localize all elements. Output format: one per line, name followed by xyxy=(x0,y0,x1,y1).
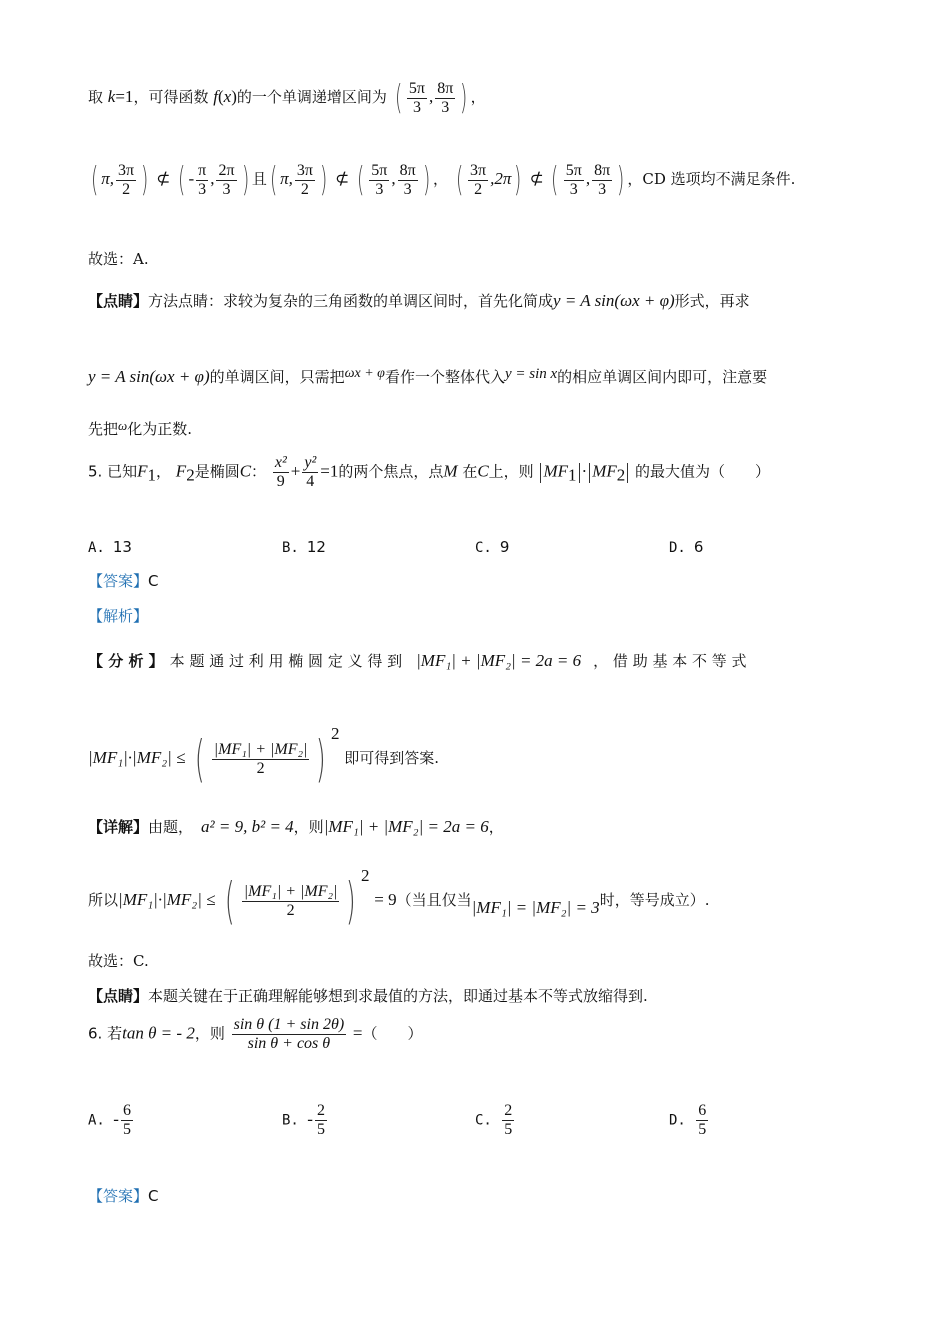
text: 取 xyxy=(88,88,104,106)
text: 先把 xyxy=(88,420,119,438)
answer-5 xyxy=(88,570,159,591)
text: 已知 xyxy=(107,462,138,481)
math-formula: y = A sin(ωx + φ) xyxy=(88,367,210,386)
line-subsets: ( π, $\frac{3\pi}{2}$ ) ⊄ ( - $\frac{\pi}{3}$ , $\frac{2\pi}{3}$ ) 且( π, $\frac{3\pi}{2}$ ) ⊄ ( $\frac{5\pi}{3}$ , $\frac{8\pi}{3}$ ) ， ( $\frac{3\pi}{2}$ ,2π) ⊄ ( $\frac{5\pi}{3}$ , $\frac{8\pi}{3}$ ) ，CD 选项均不满足条件. xyxy=(90,160,796,200)
question-6: 6. 若tan θ = - 2，则 $\frac{\text{sin θ (1 + sin 2θ)}}{\text{sin θ + cos θ}}$ =（ ） xyxy=(88,1016,423,1052)
math: - xyxy=(188,169,195,188)
math-eq: =1 xyxy=(115,87,134,106)
line-tip xyxy=(88,290,750,311)
math: π, xyxy=(101,169,115,188)
frac-5pi-3: $\frac{5\pi}{3}$ xyxy=(408,79,425,116)
option-a[interactable]: A. - $\frac{6}{5}$ xyxy=(88,1102,131,1138)
math: |MF₁|·|MF₂| ≤ xyxy=(88,748,186,767)
text: 形式，再求 xyxy=(674,292,750,310)
frac-y2-4: $\frac{\text{y²}}{4}$ xyxy=(304,454,317,490)
fenxi-5-ineq: |MF₁|·|MF₂| ≤ ( $\frac{\text{|MF₁| + |MF₂|}}{2}$ ) $^2$ 即可得到答案. xyxy=(88,724,440,788)
answer-value: C xyxy=(148,572,159,590)
fenxi-5 xyxy=(88,650,747,671)
option-a[interactable]: A. 13 xyxy=(88,538,132,556)
math-k: k xyxy=(107,87,116,106)
option-c[interactable]: C. $\frac{2}{5}$ xyxy=(475,1102,513,1138)
text: 本 题 通 过 利 用 椭 圆 定 义 得 到 xyxy=(169,652,403,670)
not-subset-symbol: ⊄ xyxy=(156,169,171,188)
option-b[interactable]: B. 12 xyxy=(282,538,326,556)
answer-select-a: 故选：A. xyxy=(88,250,149,268)
option-d[interactable]: D. 6 xyxy=(669,538,704,556)
math: ωx + φ xyxy=(344,366,385,381)
tip-label: 【点睛】 xyxy=(88,292,149,310)
line-tip-3 xyxy=(88,418,192,439)
detail-5: 【详解】由题， a² = 9, b² = 4，则|MF₁| + |MF₂| = 2a = 6， xyxy=(88,817,504,836)
option-c[interactable]: C. 9 xyxy=(475,538,510,556)
text: 的相应单调区间内即可，注意要 xyxy=(557,368,768,386)
option-b[interactable]: B. - $\frac{2}{5}$ xyxy=(282,1102,325,1138)
detail-label: 【详解】 xyxy=(88,818,149,836)
text: ，CD 选项均不满足条件. xyxy=(627,170,796,188)
line-tip-2 xyxy=(88,366,767,387)
question-number: 5. xyxy=(88,462,103,481)
answer-select-c: 故选：C. xyxy=(88,952,149,970)
text: 看作一个整体代入 xyxy=(384,368,505,386)
math-x: x xyxy=(223,87,232,106)
text: ， xyxy=(470,88,486,106)
math: y = sin x xyxy=(504,366,558,382)
question-number: 6. xyxy=(88,1024,103,1043)
answer-label: 【答案】 xyxy=(88,1187,149,1205)
text: 化为正数. xyxy=(127,420,192,438)
text: ， 借 助 基 本 不 等 式 xyxy=(593,652,747,670)
text: 即可得到答案. xyxy=(344,749,440,767)
frac: $\frac{3\pi}{2}$ xyxy=(118,161,135,198)
tip-5: 【点睛】本题关键在于正确理解能够想到求最值的方法，即通过基本不等式放缩得到. xyxy=(88,987,648,1005)
answer-6 xyxy=(88,1185,159,1206)
analysis-5 xyxy=(88,605,148,626)
text: 且 xyxy=(251,170,267,188)
text: 的单调区间，只需把 xyxy=(209,368,345,386)
math-formula: y = A sin(ωx + φ) xyxy=(553,291,675,310)
frac-sum-2: $\frac{\text{|MF₁| + |MF₂|}}{2}$ xyxy=(213,740,308,777)
line-interval: 取 k=1，可得函数 f(x)的一个单调递增区间为 ( $\frac{5\pi}{3}$ , $\frac{8\pi}{3}$ ) ， xyxy=(88,78,486,118)
text: 方法点睛：求较为复杂的三角函数的单调区间时，首先化简成 xyxy=(148,292,554,310)
text: ，可得函数 xyxy=(133,88,209,106)
answer-label: 【答案】 xyxy=(88,572,149,590)
text: 的一个单调递增区间为 xyxy=(236,88,387,106)
frac-x2-9: $\frac{\text{x²}}{9}$ xyxy=(274,454,287,490)
frac-8pi-3: $\frac{8\pi}{3}$ xyxy=(437,79,454,116)
math-formula: |MF₁| + |MF₂| = 2a = 6 xyxy=(416,651,582,670)
math-f: f xyxy=(213,87,218,106)
math-omega: ω xyxy=(118,418,128,433)
frac-q6: $\frac{\text{sin θ (1 + sin 2θ)}}{\text{sin θ + cos θ}}$ xyxy=(233,1016,345,1052)
option-d[interactable]: D. $\frac{6}{5}$ xyxy=(669,1102,707,1138)
answer-value: C xyxy=(148,1187,159,1205)
detail-5-result: 所以|MF₁|·|MF₂| ≤ ( $\frac{\text{|MF₁| + |MF₂|}}{2}$ ) $^2$ = 9（当且仅当|MF₁| = |MF₂| = 3时，等号成立）. xyxy=(88,866,710,930)
fenxi-label: 【 分 析 】 xyxy=(88,652,164,670)
analysis-label: 【解析】 xyxy=(88,607,149,625)
question-5: 5. 已知$F_1$， $F_2$是椭圆C： $\frac{\text{x²}}{9}$ + $\frac{\text{y²}}{4}$ =1的两个焦点，点M 在C上，则 $MF_1 \cdot MF_2$ 的最大值为（ ） xyxy=(88,454,771,490)
